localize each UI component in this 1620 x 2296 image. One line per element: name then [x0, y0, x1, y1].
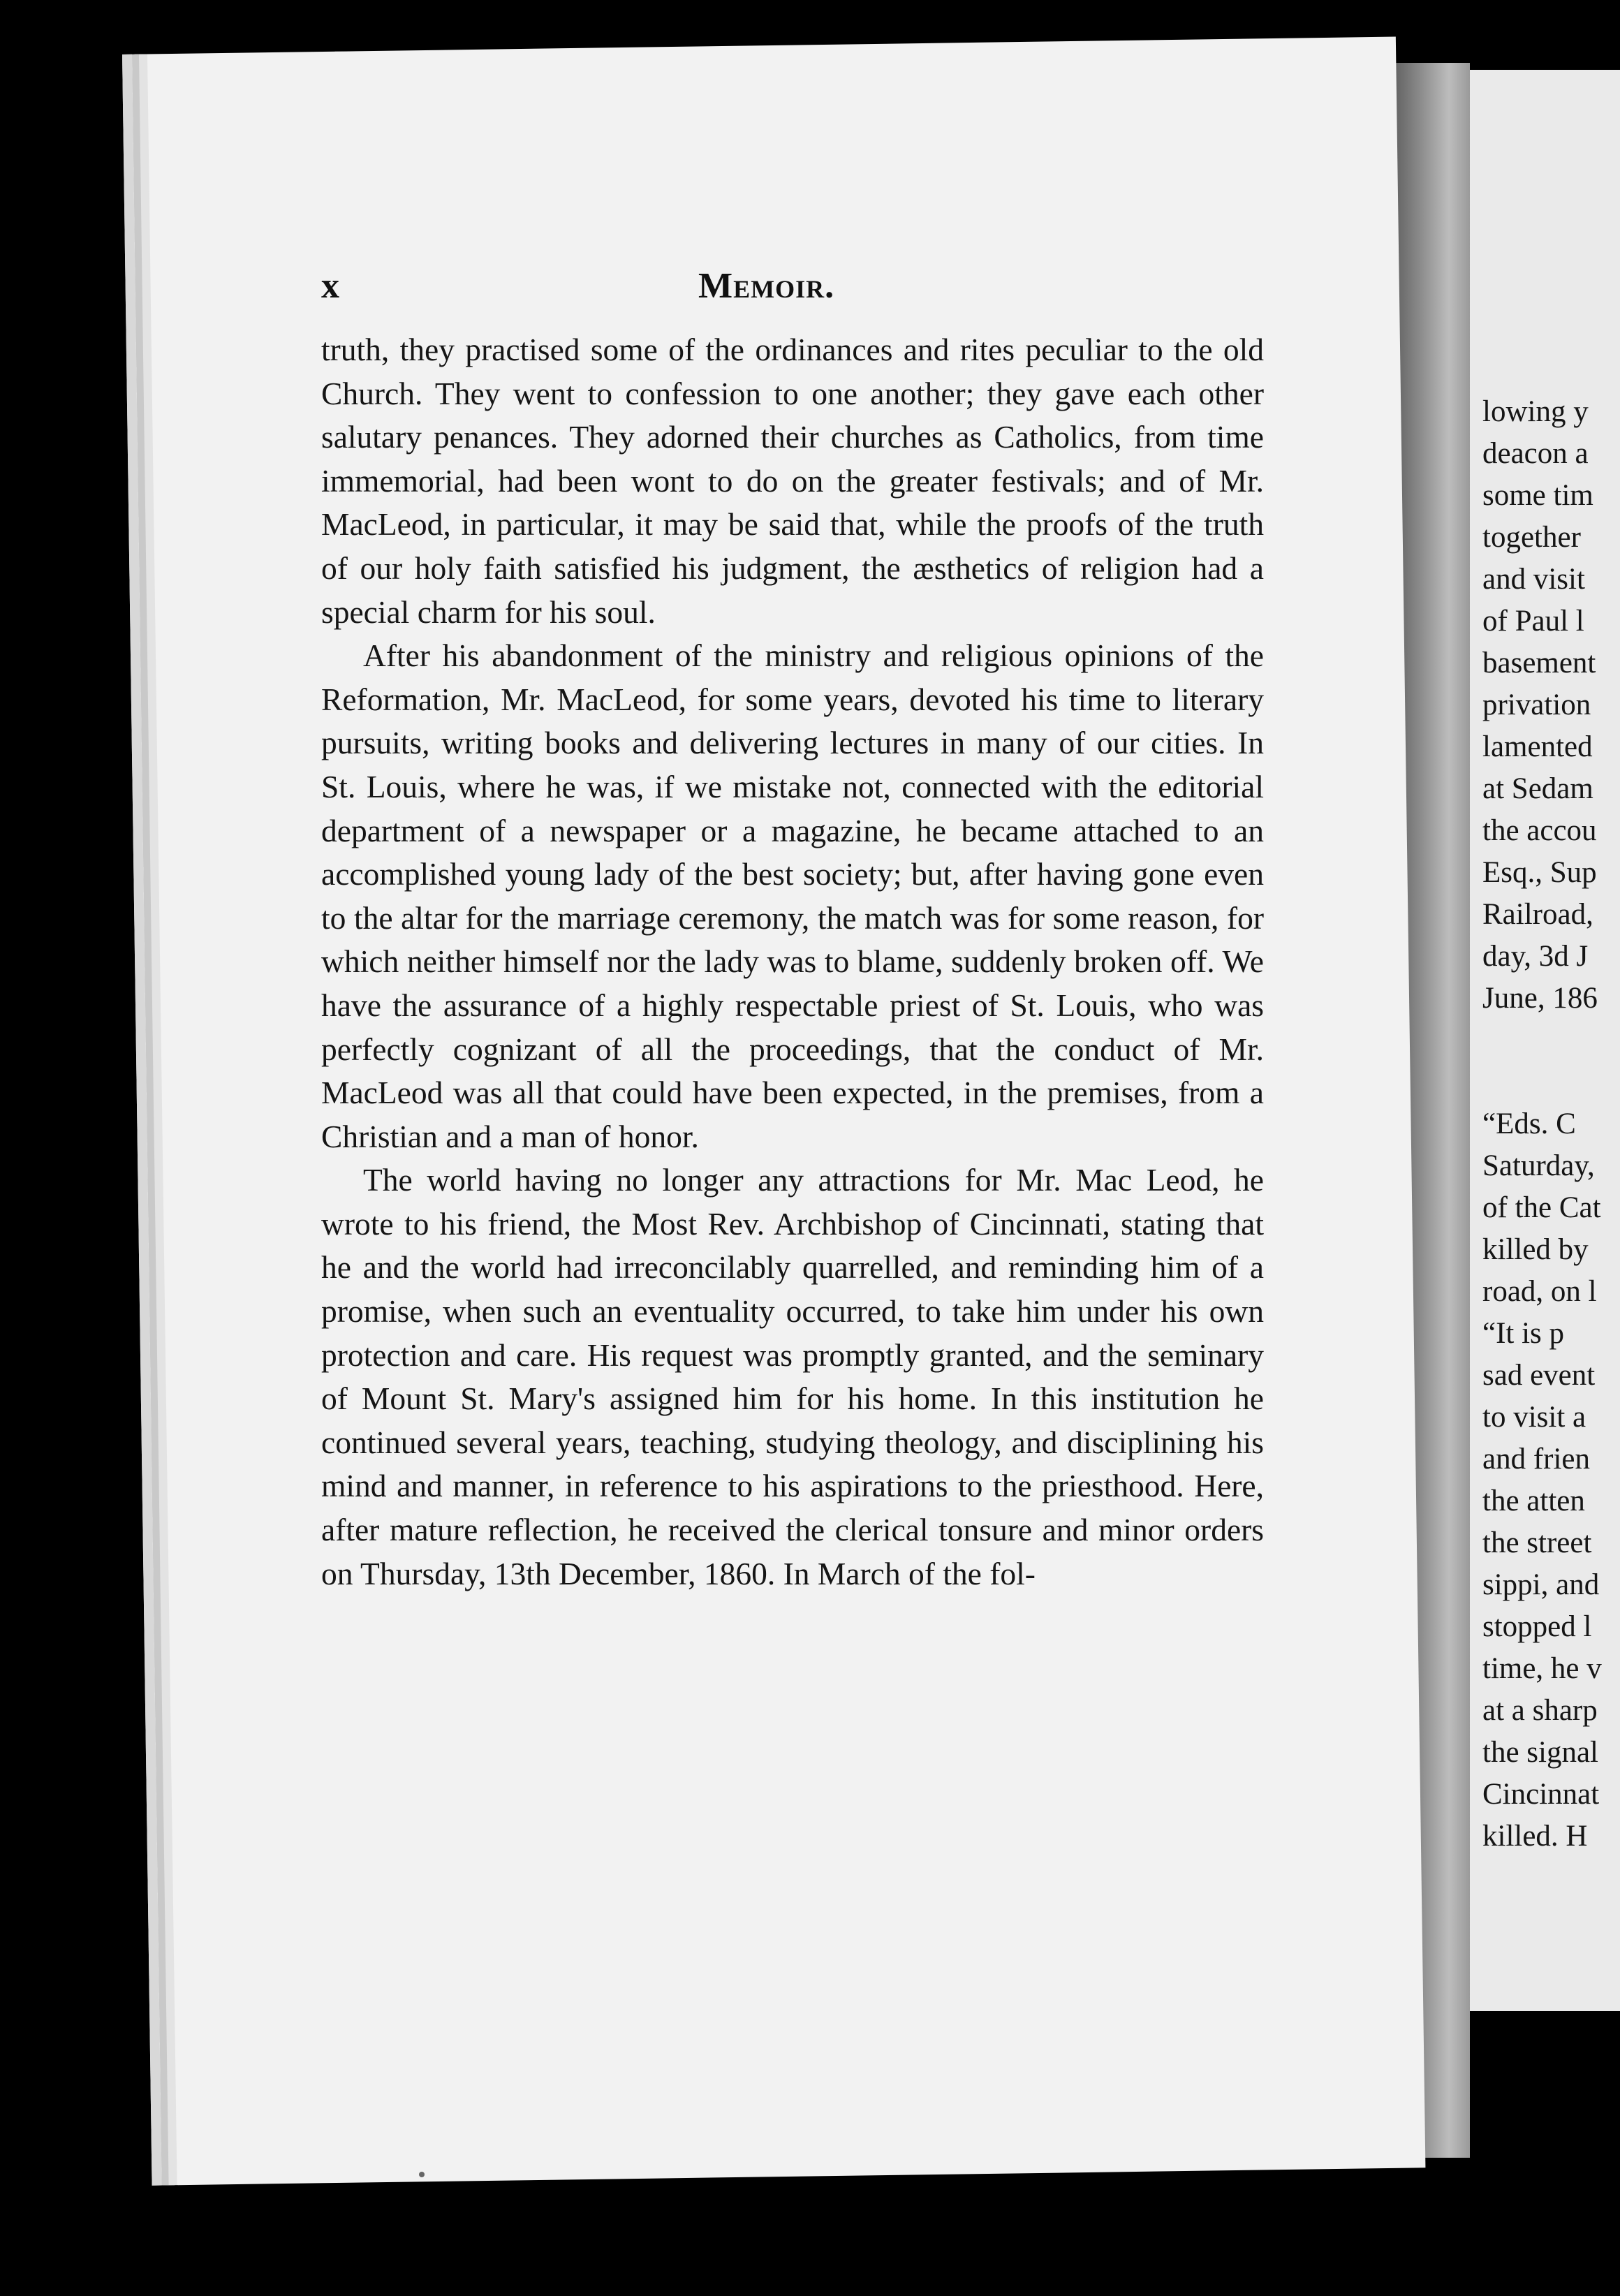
right-line: lowing y: [1482, 395, 1589, 428]
paragraph: The world having no longer any attractions for Mr. Mac Leod, he wrote to his friend, the Most Rev. Archbishop of Cincinnati, stating that he and the world had irreconcilably quarrelled, and reminding him of a promise, when such an eventuality occurred, to take him under his own protection and care. His request was promptly granted, and the seminary of Mount St. Mary's assigned him for his home. In this institution he continued several years, teaching, studying theology, and disciplining his mind and manner, in reference to his aspirations to the priesthood. Here, after mature reflection, he received the clerical tonsure and minor orders on Thursday, 13th December, 1860. In March of the fol-: [321, 1162, 1264, 1591]
right-page-text: [1482, 391, 1620, 1857]
right-line: and frien: [1482, 1443, 1591, 1476]
right-line: road, on l: [1482, 1275, 1597, 1308]
body-text: [321, 328, 1264, 1596]
right-line: at Sedam: [1482, 772, 1593, 805]
page-number: x: [321, 266, 339, 306]
right-line: stopped l: [1482, 1610, 1592, 1643]
right-line: deacon a: [1482, 437, 1589, 470]
page-speck: [419, 2172, 425, 2177]
right-line: of Paul l: [1482, 605, 1584, 638]
right-line: day, 3d J: [1482, 940, 1589, 973]
running-title: Memoir.: [698, 266, 835, 306]
right-line: time, he v: [1482, 1652, 1602, 1685]
right-line: the signal: [1482, 1736, 1598, 1769]
right-line: Saturday,: [1482, 1149, 1595, 1182]
right-line: June, 186: [1482, 982, 1598, 1015]
right-line: “Eds. C: [1482, 1107, 1576, 1140]
right-line: at a sharp: [1482, 1694, 1598, 1727]
right-line: and visit: [1482, 563, 1585, 596]
right-line: basement: [1482, 647, 1596, 679]
right-line: killed. H: [1482, 1820, 1588, 1853]
right-line: sad event: [1482, 1359, 1596, 1392]
right-line: Cincinnat: [1482, 1778, 1600, 1811]
right-line: the accou: [1482, 814, 1597, 847]
right-page: [1470, 70, 1620, 2011]
running-head: [0, 265, 1620, 321]
right-line: of the Cat: [1482, 1191, 1601, 1224]
right-line: to visit a: [1482, 1401, 1586, 1434]
right-line: Railroad,: [1482, 898, 1593, 931]
right-line: the atten: [1482, 1485, 1585, 1517]
paragraph: After his abandonment of the ministry and religious opinions of the Reformation, Mr. MacLeod, for some years, devoted his time to literary pursuits, writing books and delivering lectures in many of our cities. In St. Louis, where he was, if we mistake not, connected with the editorial department of a newspaper or a magazine, he became attached to an accomplished young lady of the best society; but, after having gone even to the altar for the marriage ceremony, the match was for some reason, for which neither himself nor the lady was to blame, suddenly broken off. We have the assurance of a highly respectable priest of St. Louis, who was perfectly cognizant of all the proceedings, that the conduct of Mr. MacLeod was all that could have been expected, in the premises, from a Christian and a man of honor.: [321, 638, 1264, 1154]
paragraph: truth, they practised some of the ordinances and rites peculiar to the old Church. They went to confession to one another; they gave each other salutary penances. They adorned their churches as Catholics, from time immemorial, had been wont to do on the greater festivals; and of Mr. MacLeod, in particular, it may be said that, while the proofs of the truth of our holy faith satisfied his judgment, the æsthetics of religion had a special charm for his soul.: [321, 332, 1264, 630]
right-line: Esq., Sup: [1482, 856, 1597, 889]
right-line: killed by: [1482, 1233, 1589, 1266]
right-line: sippi, and: [1482, 1568, 1600, 1601]
right-line: “It is p: [1482, 1317, 1565, 1350]
right-line: some tim: [1482, 479, 1593, 512]
section-gap: [1482, 1020, 1620, 1103]
right-line: together: [1482, 521, 1581, 554]
right-line: lamented: [1482, 730, 1593, 763]
right-line: privation: [1482, 689, 1591, 721]
right-line: the street: [1482, 1526, 1592, 1559]
